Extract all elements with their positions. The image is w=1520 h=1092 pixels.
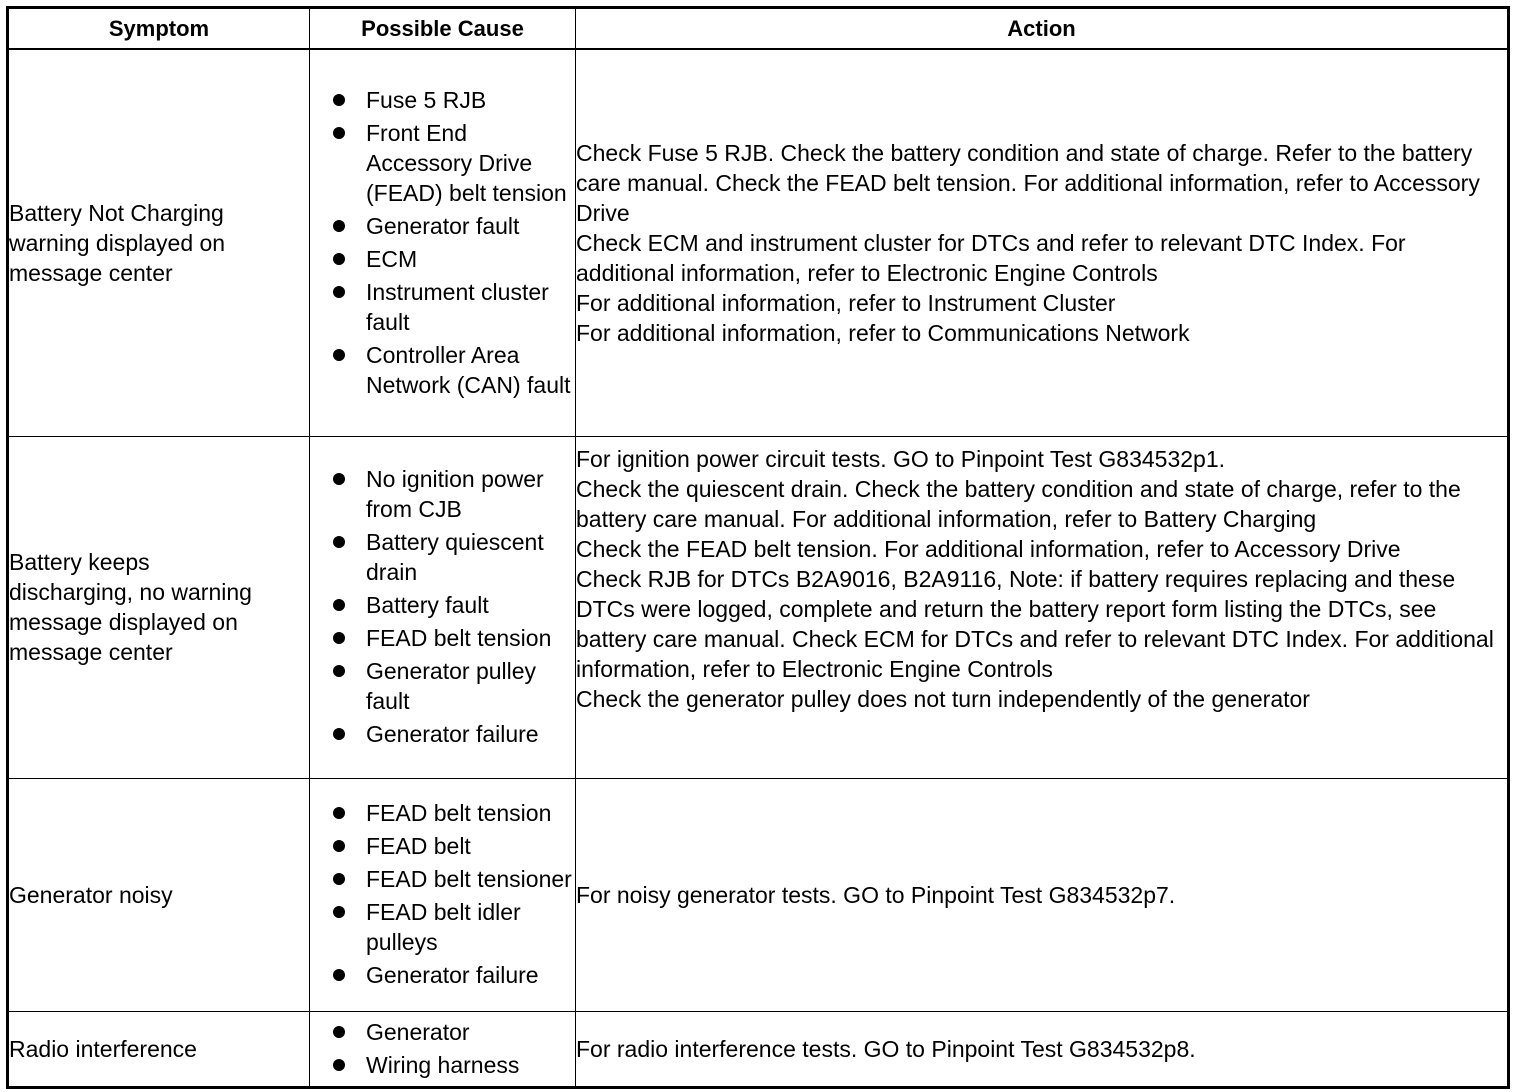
action-text: For additional information, refer to Instrument Cluster: [576, 289, 1116, 316]
bullet-icon: [333, 536, 345, 548]
action-cell: [576, 436, 1509, 778]
symptom-text-line: Generator noisy: [9, 881, 173, 908]
action-text: For additional information, refer to Communications Network: [576, 319, 1190, 346]
cause-item: FEAD belt tension: [310, 623, 575, 653]
action-text: Check Fuse 5 RJB. Check the battery condition and state of charge. Refer to the battery care manual. Check the FEAD belt tension. For additional information, refer to Accessory Drive: [576, 139, 1480, 226]
bullet-icon: [333, 969, 345, 981]
action-text: For ignition power circuit tests. GO to Pinpoint Test G834532p1.: [576, 445, 1226, 472]
bullet-icon: [333, 286, 345, 298]
possible-cause-cell: [310, 436, 576, 778]
bullet-icon: [333, 906, 345, 918]
action-text: Check the FEAD belt tension. For additional information, refer to Accessory Drive: [576, 535, 1401, 562]
action-cell: [576, 778, 1509, 1011]
symptom-text-line: Radio interference: [9, 1035, 197, 1062]
bullet-icon: [333, 127, 345, 139]
diagnosis-table: [6, 6, 1510, 1089]
symptom-text-line: message center: [9, 639, 173, 665]
cause-list: [310, 464, 575, 749]
action-text: For noisy generator tests. GO to Pinpoint Test G834532p7.: [576, 881, 1176, 908]
bullet-icon: [333, 1059, 345, 1071]
cause-item: Wiring harness: [310, 1050, 575, 1080]
table-row: [8, 49, 1509, 436]
bullet-icon: [333, 473, 345, 485]
symptom-cell: [8, 49, 310, 436]
cause-item: Controller Area Network (CAN) fault: [310, 340, 575, 400]
header-symptom: Symptom: [8, 8, 310, 50]
bullet-icon: [333, 1026, 345, 1038]
cause-list: [310, 1017, 575, 1080]
bullet-icon: [333, 873, 345, 885]
cause-item: Fuse 5 RJB: [310, 85, 575, 115]
bullet-icon: [333, 728, 345, 740]
possible-cause-cell: [310, 778, 576, 1011]
symptom-text-line: Battery Not Charging: [9, 199, 224, 226]
action-text: Check ECM and instrument cluster for DTCs and refer to relevant DTC Index. For additional information, refer to Electronic Engine Controls: [576, 229, 1406, 286]
table-row: [8, 778, 1509, 1011]
cause-list: [310, 798, 575, 990]
cause-item: Instrument cluster fault: [310, 277, 575, 337]
cause-item: Generator fault: [310, 211, 575, 241]
bullet-icon: [333, 253, 345, 265]
cause-item: ECM: [310, 244, 575, 274]
symptom-cell: [8, 1011, 310, 1087]
cause-item: FEAD belt tensioner: [310, 864, 575, 894]
action-cell: [576, 49, 1509, 436]
cause-item: FEAD belt: [310, 831, 575, 861]
bullet-icon: [333, 220, 345, 232]
possible-cause-cell: [310, 1011, 576, 1087]
action-text: Check RJB for DTCs B2A9016, B2A9116, Note: if battery requires replacing and these DTCs were logged, complete and return the battery report form listing the DTCs, see battery care manual. Check ECM for DTCs and refer to relevant DTC Index. For additional information, refer to Electronic Engine Controls: [576, 565, 1494, 682]
cause-item: Front End Accessory Drive (FEAD) belt tension: [310, 118, 575, 208]
symptom-cell: [8, 436, 310, 778]
bullet-icon: [333, 94, 345, 106]
symptom-text-line: Battery keeps: [9, 549, 150, 575]
symptom-cell: [8, 778, 310, 1011]
symptom-text-line: message displayed on: [9, 609, 238, 635]
cause-item: Generator pulley fault: [310, 656, 575, 716]
bullet-icon: [333, 349, 345, 361]
bullet-icon: [333, 599, 345, 611]
cause-item: Battery quiescent drain: [310, 527, 575, 587]
cause-item: Battery fault: [310, 590, 575, 620]
table-row: [8, 1011, 1509, 1087]
header-row: [8, 8, 1509, 50]
cause-item: Generator failure: [310, 719, 575, 749]
action-cell: [576, 1011, 1509, 1087]
bullet-icon: [333, 632, 345, 644]
bullet-icon: [333, 807, 345, 819]
action-text: Check the generator pulley does not turn independently of the generator: [576, 685, 1310, 712]
symptom-text-line: discharging, no warning: [9, 579, 252, 605]
symptom-text-line: message center: [9, 259, 173, 286]
bullet-icon: [333, 665, 345, 677]
cause-item: No ignition power from CJB: [310, 464, 575, 524]
possible-cause-cell: [310, 49, 576, 436]
header-action: Action: [576, 8, 1509, 50]
cause-item: Generator: [310, 1017, 575, 1047]
action-text: For radio interference tests. GO to Pinpoint Test G834532p8.: [576, 1035, 1196, 1062]
bullet-icon: [333, 840, 345, 852]
action-text: Check the quiescent drain. Check the battery condition and state of charge, refer to the battery care manual. For additional information, refer to Battery Charging: [576, 475, 1461, 532]
cause-list: [310, 85, 575, 400]
cause-item: FEAD belt idler pulleys: [310, 897, 575, 957]
symptom-text-line: warning displayed on: [9, 229, 226, 256]
cause-item: Generator failure: [310, 960, 575, 990]
table-row: [8, 436, 1509, 778]
header-possible-cause: Possible Cause: [310, 8, 576, 50]
cause-item: FEAD belt tension: [310, 798, 575, 828]
